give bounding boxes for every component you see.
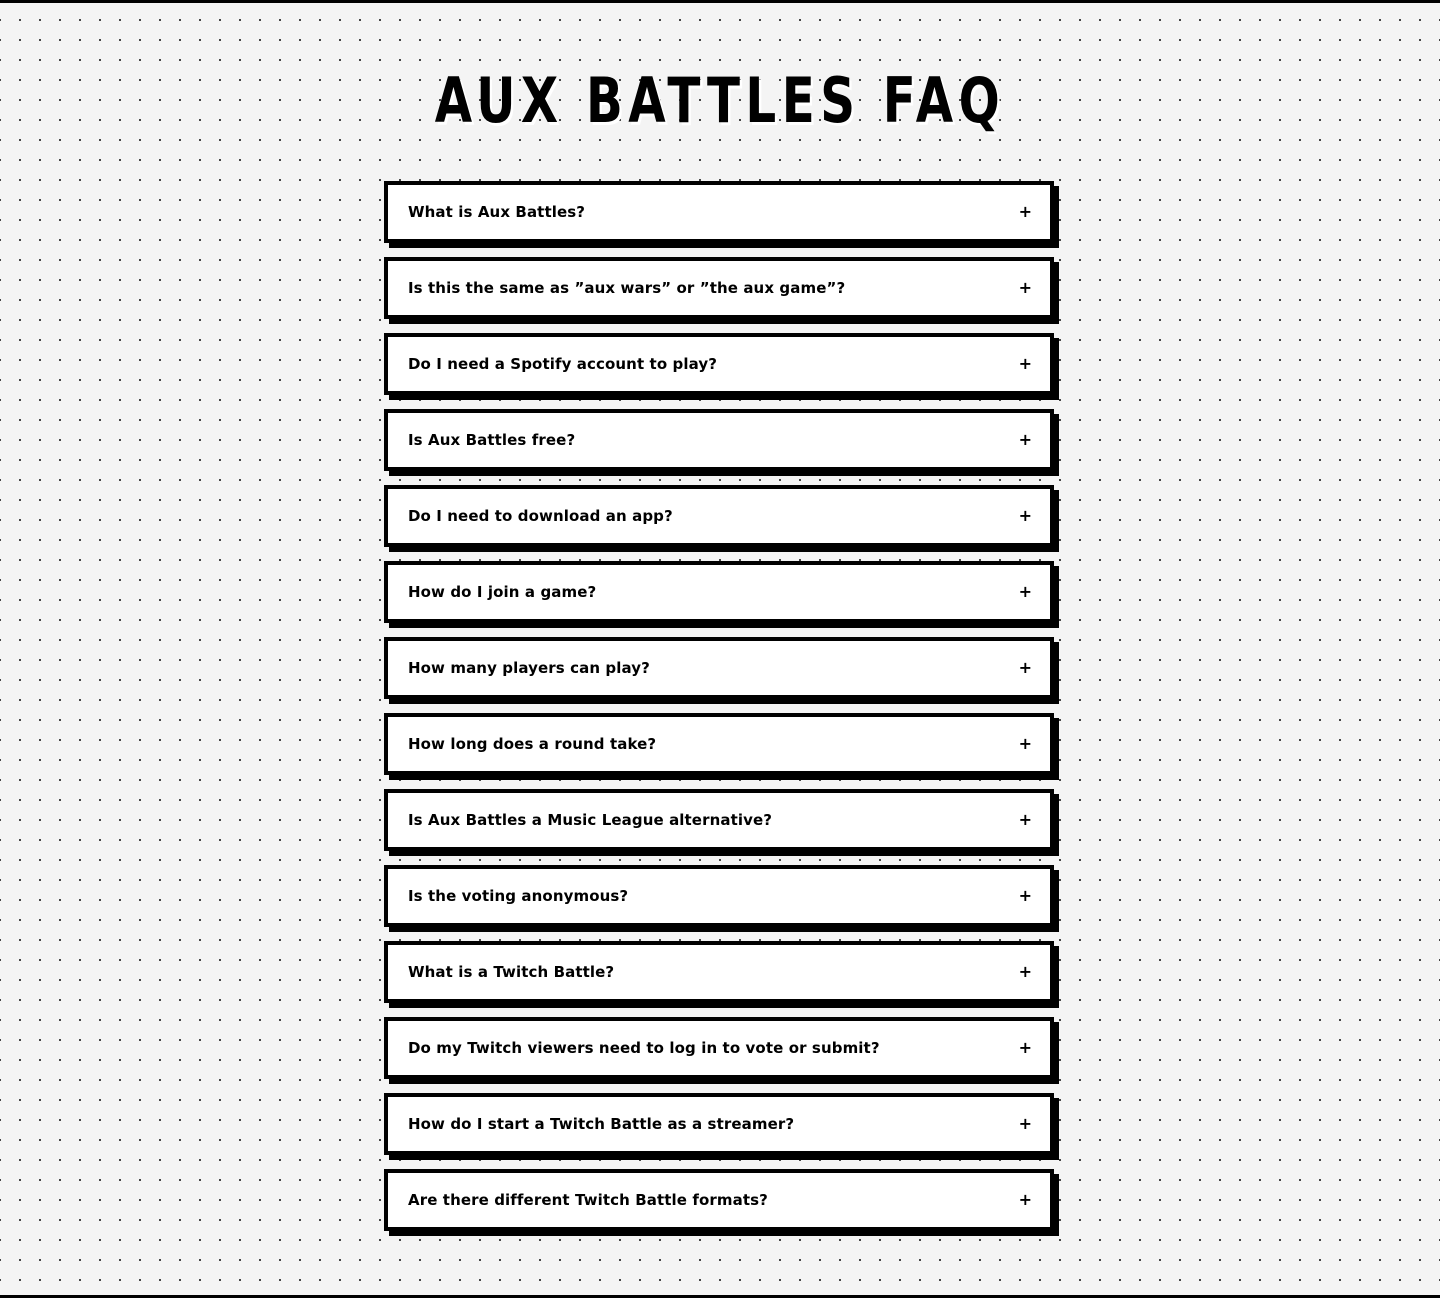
faq-item[interactable] [384,181,1054,243]
plus-icon[interactable]: + [1018,962,1032,981]
plus-icon[interactable]: + [1018,1190,1032,1209]
faq-question: How many players can play? [408,659,650,677]
plus-icon[interactable]: + [1018,202,1032,221]
plus-icon[interactable]: + [1018,886,1032,905]
faq-item[interactable] [384,865,1054,927]
faq-question: Are there different Twitch Battle formats? [408,1191,768,1209]
faq-question: How long does a round take? [408,735,657,753]
faq-item[interactable] [384,637,1054,699]
plus-icon[interactable]: + [1018,506,1032,525]
plus-icon[interactable]: + [1018,582,1032,601]
faq-item[interactable] [384,789,1054,851]
faq-item[interactable] [384,713,1054,775]
plus-icon[interactable]: + [1018,278,1032,297]
plus-icon[interactable]: + [1018,1038,1032,1057]
plus-icon[interactable]: + [1018,430,1032,449]
faq-question: How do I join a game? [408,583,597,601]
plus-icon[interactable]: + [1018,658,1032,677]
faq-item[interactable] [384,257,1054,319]
faq-question: Is this the same as ”aux wars” or ”the aux game”? [408,279,846,297]
faq-question: Do I need a Spotify account to play? [408,355,718,373]
plus-icon[interactable]: + [1018,810,1032,829]
faq-question: How do I start a Twitch Battle as a streamer? [408,1115,795,1133]
faq-item[interactable] [384,561,1054,623]
faq-item[interactable] [384,1169,1054,1231]
plus-icon[interactable]: + [1018,734,1032,753]
plus-icon[interactable]: + [1018,354,1032,373]
faq-list [384,181,1054,1245]
faq-page [0,3,1440,1295]
faq-item[interactable] [384,1017,1054,1079]
faq-item[interactable] [384,409,1054,471]
plus-icon[interactable]: + [1018,1114,1032,1133]
faq-question: Is Aux Battles free? [408,431,576,449]
faq-question: Do my Twitch viewers need to log in to vote or submit? [408,1039,880,1057]
faq-question: Is Aux Battles a Music League alternative? [408,811,773,829]
faq-question: Do I need to download an app? [408,507,673,525]
faq-item[interactable] [384,485,1054,547]
faq-question: What is a Twitch Battle? [408,963,615,981]
faq-question: What is Aux Battles? [408,203,586,221]
faq-item[interactable] [384,333,1054,395]
page-title: AUX BATTLES FAQ [434,64,1006,137]
faq-item[interactable] [384,1093,1054,1155]
faq-question: Is the voting anonymous? [408,887,629,905]
faq-item[interactable] [384,941,1054,1003]
